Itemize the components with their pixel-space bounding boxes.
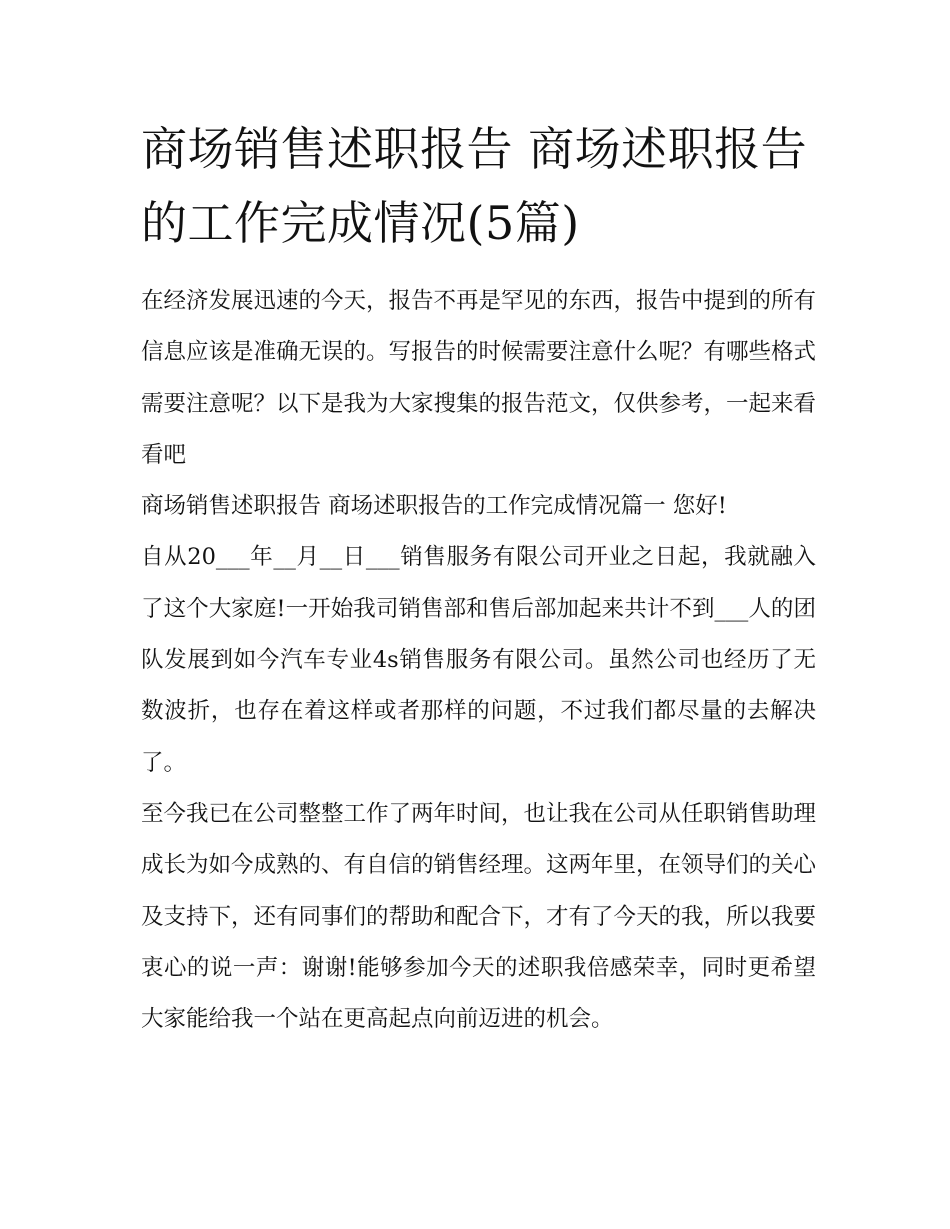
section-heading-line: 商场销售述职报告 商场述职报告的工作完成情况篇一 您好! [141,493,727,520]
intro-paragraph: 在经济发展迅速的今天，报告不再是罕见的东西，报告中提到的所有信息应该是准确无误的。写报告的时候需要注意什么呢？有哪些格式需要注意呢？以下是我为大家搜集的报告范文，仅供参考，一起来看看吧 [141,288,817,468]
document-body [141,276,816,1045]
body-paragraph: 至今我已在公司整整工作了两年时间，也让我在公司从任职销售助理成长为如今成熟的、有自信的销售经理。这两年里，在领导们的关心及支持下，还有同事们的帮助和配合下，才有了今天的我，所以我要衷心的说一声：谢谢!能够参加今天的述职我倍感荣幸，同时更希望大家能给我一个站在更高起点向前迈进的机会。 [141,800,817,1033]
body-paragraph: 自从20___年__月__日___销售服务有限公司开业之日起，我就融入了这个大家庭!一开始我司销售部和售后部加起来共计不到___人的团队发展到如今汽车专业4s销售服务有限公司。虽然公司也经历了无数波折，也存在着这样或者那样的问题，不过我们都尽量的去解决了。 [141,544,816,776]
document-title: 商场销售述职报告 商场述职报告的工作完成情况(5篇) [141,122,808,250]
